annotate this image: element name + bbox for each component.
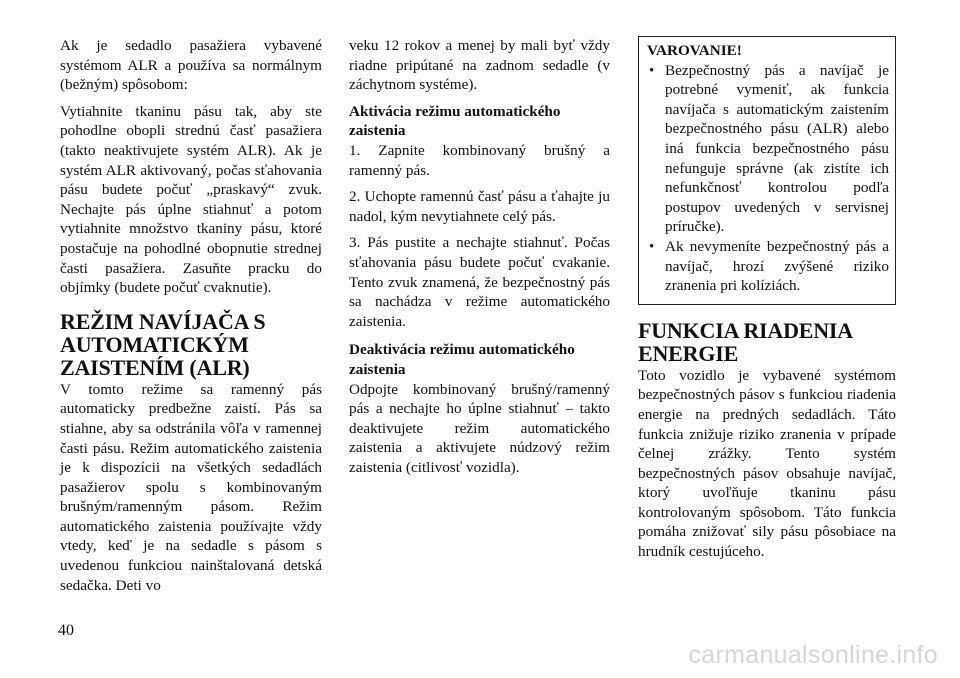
paragraph-alr-normal-use: Vytiahnite tkaninu pásu tak, aby ste pohodlne obopli strednú časť pasažiera (takto neaktivujete systém ALR). Ak je systém ALR aktivovaný, počas sťahovania pásu budete počuť „praskavý“ zvuk. Nechajte pás úplne stiahnuť a potom vytiahnite množstvo tkaniny pásu, ktoré postačuje na pohodlné obopnutie strednej časti pasažiera. Zasuňte pracku do objímky (budete počuť cvaknutie).: [60, 102, 322, 297]
watermark: carmanualsonline.info: [688, 641, 938, 669]
paragraph-children-continuation: veku 12 rokov a menej by mali byť vždy riadne pripútané na zadnom sedadle (v záchytnom systéme).: [349, 37, 610, 94]
paragraph-alr-intro: Ak je sedadlo pasažiera vybavené systémom ALR a používa sa normálnym (bežným) spôsobom:: [60, 37, 322, 94]
paragraph-deactivation: Odpojte kombinovaný brušný/ramenný pás a nechajte ho úplne stiahnuť – takto deaktivujete režim automatického zaistenia a aktivujete núdzový režim zaistenia (citlivosť vozidla).: [349, 380, 610, 476]
paragraph-energy-management: Toto vozidlo je vybavené systémom bezpečnostných pásov s funkciou riadenia energie na predných sedadlách. Táto funkcia znižuje riziko zranenia v prípade čelnej zrážky. Tento systém bezpečnostných pásov obsahuje navíjač, ktorý uvoľňuje tkaninu pásu kontrolovaným spôsobom. Táto funkcia pomáha znižovať sily pásu pôsobiace na hrudník cestujúceho.: [638, 366, 896, 561]
subheading-deactivation: Deaktivácia režimu automatického zaistenia: [349, 341, 575, 378]
subheading-activation: Aktivácia režimu automatického zaistenia: [349, 102, 561, 140]
column-right: [638, 36, 896, 562]
warning-title: VAROVANIE!: [647, 42, 742, 59]
step-2: 2. Uchopte ramennú časť pásu a ťahajte ju nadol, kým nevytiahnete celý pás.: [349, 188, 610, 225]
step-3: 3. Pás pustite a nechajte stiahnuť. Počas sťahovania pásu budete počuť cvakanie. Tento zvuk znamená, že bezpečnostný pás sa nachádza v režime automatického zaistenia.: [349, 234, 610, 330]
warning-item: • Ak nevymeníte bezpečnostný pás a navíjač, hrozí zvýšené riziko zranenia pri kolíziách.: [647, 237, 889, 296]
warning-item: • Bezpečnostný pás a navíjač je potrebné vymeniť, ak funkcia navíjača s automatickým zaistením bezpečnostného pásu (ALR) alebo iná funkcia bezpečnostného pásu nefunguje správne (ak zistíte ich nefunkčnosť kontrolou podľa postupov uvedených v servisnej príručke).: [647, 61, 889, 237]
step-1: 1. Zapnite kombinovaný brušný a ramenný pás.: [349, 141, 610, 179]
section-heading-alr: REŽIM NAVÍJAČA S AUTOMATICKÝM ZAISTENÍM (ALR): [60, 308, 266, 380]
warning-list: [647, 61, 889, 296]
column-middle: [349, 36, 610, 477]
paragraph-alr-mode: V tomto režime sa ramenný pás automaticky predbežne zaistí. Pás sa stiahne, aby sa odstránila vôľa v ramennej časti pásu. Režim automatického zaistenia je k dispozícii na všetkých sedadlách pasažierov spolu s kombinovaným brušným/ramenným pásom. Režim automatického zaistenia používajte vždy vtedy, keď je na sedadle s pásom s uvedenou funkciou nainštalovaná detská sedačka. Deti vo: [60, 380, 322, 594]
page-number: 40: [58, 622, 74, 639]
column-left: [60, 36, 322, 595]
warning-box: [638, 36, 896, 305]
section-heading-energy-management: FUNKCIA RIADENIA ENERGIE: [638, 317, 852, 366]
